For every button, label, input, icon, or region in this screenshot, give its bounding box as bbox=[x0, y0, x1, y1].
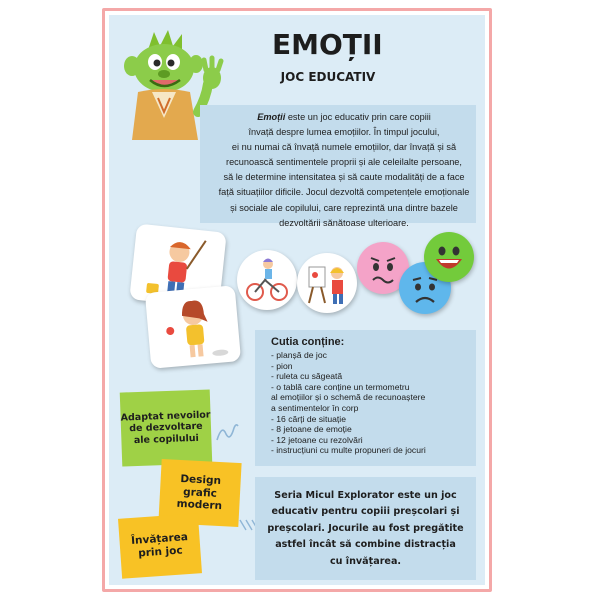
child-bicycle-icon bbox=[237, 250, 297, 310]
series-line: Seria Micul Explorator este un joc bbox=[274, 490, 457, 501]
intro-line: învață despre lumea emoțiilor. În timpul jocului, bbox=[248, 127, 440, 138]
list-item: - 12 jetoane cu rezolvări bbox=[271, 434, 363, 445]
list-item: - instrucțiuni cu multe propuneri de jocuri bbox=[271, 445, 426, 456]
badge-line: grafic bbox=[182, 485, 218, 500]
badge-line: ale copilului bbox=[133, 432, 200, 446]
intro-line: dezvoltării sănătoase ulterioare. bbox=[279, 217, 409, 228]
badge-line: prin joc bbox=[137, 544, 184, 560]
list-item: - o tablă care conține un termometru bbox=[271, 381, 410, 392]
list-item: a sentimentelor în corp bbox=[271, 402, 359, 413]
intro-line: ei nu numai că învață numele emoțiilor, dar învață și să bbox=[231, 142, 457, 153]
intro-lead: Emoții bbox=[257, 112, 286, 122]
list-item: - 8 jetoane de emoție bbox=[271, 424, 352, 435]
situation-token bbox=[297, 253, 357, 313]
list-item: - 16 cărți de situație bbox=[271, 413, 346, 424]
list-item: - ruleta cu săgeată bbox=[271, 371, 343, 382]
intro-text bbox=[206, 110, 482, 231]
list-item: - pion bbox=[271, 360, 293, 371]
badge-line: de dezvoltare bbox=[129, 421, 203, 435]
series-line: preșcolari. Jocurile au fost pregătite bbox=[267, 522, 464, 534]
badge-line: modern bbox=[176, 498, 223, 513]
contents-list bbox=[271, 350, 476, 456]
badge-line: Design bbox=[180, 473, 222, 488]
series-text bbox=[265, 488, 466, 570]
list-item: al emoțiilor și o schemă de recunoaștere bbox=[271, 392, 426, 403]
intro-line: să le determine intensitatea și să caute modalități de a face bbox=[223, 172, 465, 183]
series-line: astfel încât să combine distracția bbox=[275, 539, 456, 551]
badge-adapted bbox=[120, 389, 213, 466]
intro-line: și sociale ale copilului, care reprezintă una dintre bazele bbox=[230, 202, 458, 213]
series-line: educativ pentru copiii preșcolari și bbox=[271, 506, 460, 518]
emotion-token bbox=[424, 232, 474, 282]
intro-line: recunoască sentimentele proprii și ale celeilalte persoane, bbox=[226, 157, 462, 168]
page-title: EMOȚII bbox=[272, 28, 383, 61]
badge-learning bbox=[118, 513, 202, 578]
girl-sad-icon bbox=[145, 285, 241, 369]
green-happy-face-icon bbox=[424, 232, 474, 282]
child-painting-icon bbox=[297, 253, 357, 313]
situation-token bbox=[237, 250, 297, 310]
list-item: - planșă de joc bbox=[271, 350, 327, 360]
page-subtitle: JOC EDUCATIV bbox=[280, 70, 376, 84]
intro-line: este un joc educativ prin care copiii bbox=[285, 112, 431, 122]
contents-title: Cutia conține: bbox=[271, 336, 345, 348]
squiggle-decoration-icon bbox=[214, 420, 240, 444]
situation-card bbox=[145, 285, 241, 369]
intro-line: față situațiilor dificile. Jocul dezvoltă competențele emoționale bbox=[218, 187, 470, 198]
badge-line: Învățarea bbox=[130, 531, 189, 548]
series-line: cu învățarea. bbox=[329, 555, 402, 567]
badge-line: Adaptat nevoilor bbox=[120, 409, 211, 424]
